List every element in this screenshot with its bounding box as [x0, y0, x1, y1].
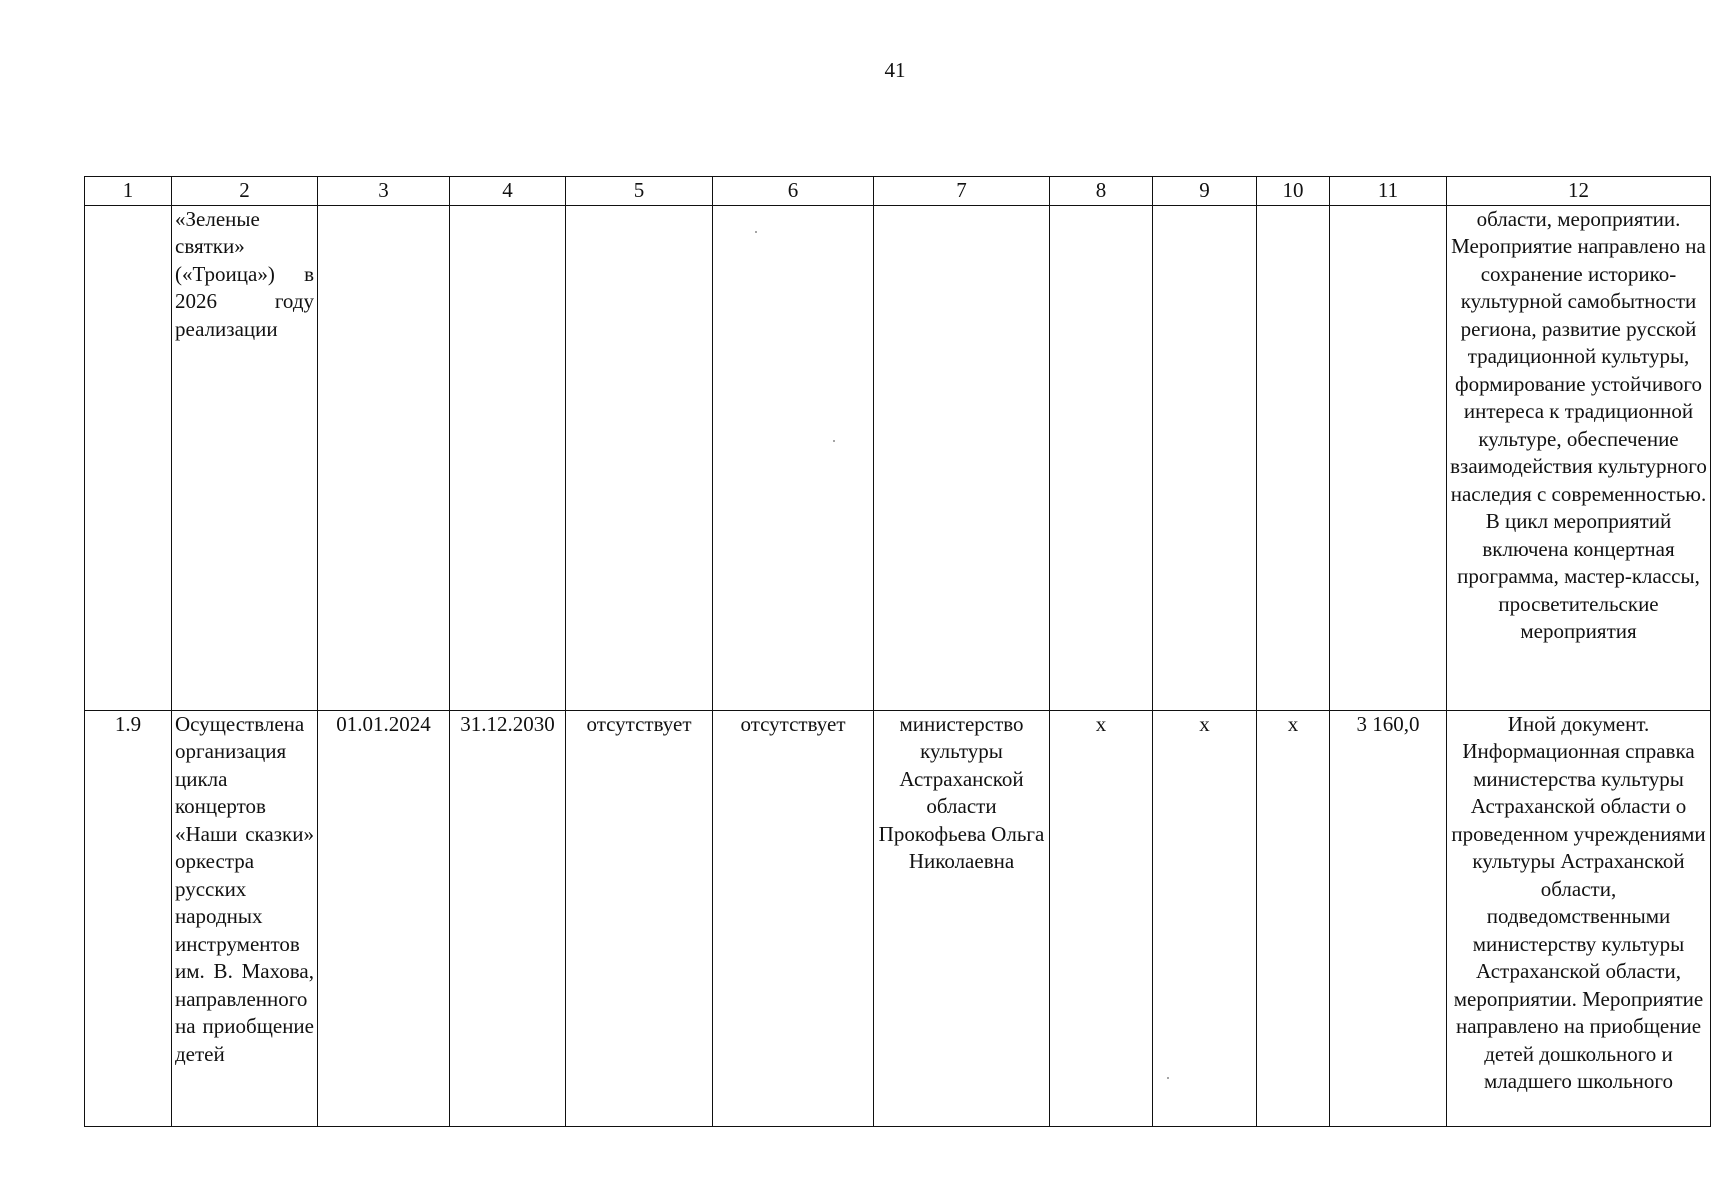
column-number-row	[85, 177, 1711, 206]
column-header-4: 4	[450, 177, 566, 206]
column-header-8: 8	[1050, 177, 1153, 206]
event-name-cell: «Зеленые святки» («Троица») в 2026 году реализации	[172, 205, 318, 710]
table-row	[85, 205, 1711, 710]
amount-cell: 3 160,0	[1330, 710, 1447, 1126]
cell-col-8: x	[1050, 710, 1153, 1126]
cell-col-5	[566, 205, 713, 710]
responsible-cell	[874, 205, 1050, 710]
cell-col-8	[1050, 205, 1153, 710]
column-header-3: 3	[318, 177, 450, 206]
scan-speck	[833, 440, 835, 442]
description-cell: области, мероприятии. Мероприятие направлено на сохранение историко-культурной самобытности региона, развитие русской традиционной культуры, формирование устойчивого интереса к традиционной культуре, обеспечение взаимодействия культурного наследия с современностью. В цикл мероприятий включена концертная программа, мастер-классы, просветительские мероприятия	[1447, 205, 1711, 710]
responsible-cell: министерство культуры Астраханской области Прокофьева Ольга Николаевна	[874, 710, 1050, 1126]
end-date-cell: 31.12.2030	[450, 710, 566, 1126]
cell-col-5: отсутствует	[566, 710, 713, 1126]
cell-col-10: x	[1257, 710, 1330, 1126]
column-header-6: 6	[713, 177, 874, 206]
page-number: 41	[884, 58, 906, 82]
column-header-7: 7	[874, 177, 1050, 206]
column-header-11: 11	[1330, 177, 1447, 206]
table-row	[85, 710, 1711, 1126]
cell-col-9: x	[1153, 710, 1257, 1126]
column-header-9: 9	[1153, 177, 1257, 206]
cell-col-10	[1257, 205, 1330, 710]
column-header-1: 1	[85, 177, 172, 206]
row-number-cell	[85, 205, 172, 710]
scan-speck	[1167, 1077, 1169, 1079]
document-table	[84, 176, 1711, 1127]
start-date-cell: 01.01.2024	[318, 710, 450, 1126]
event-name-cell: Осуществлена организация цикла концертов «Наши сказки» оркестра русских народных инструментов им. В. Махова, направленного на приобщение детей	[172, 710, 318, 1126]
amount-cell	[1330, 205, 1447, 710]
column-header-12: 12	[1447, 177, 1711, 206]
cell-col-9	[1153, 205, 1257, 710]
row-number-cell: 1.9	[85, 710, 172, 1126]
column-header-5: 5	[566, 177, 713, 206]
column-header-2: 2	[172, 177, 318, 206]
cell-col-6: отсутствует	[713, 710, 874, 1126]
cell-col-6	[713, 205, 874, 710]
column-header-10: 10	[1257, 177, 1330, 206]
description-cell: Иной документ. Информационная справка министерства культуры Астраханской области о проведенном учреждениями культуры Астраханской области, подведомственными министерству культуры Астраханской области, мероприятии. Мероприятие направлено на приобщение детей дошкольного и младшего школьного	[1447, 710, 1711, 1126]
end-date-cell	[450, 205, 566, 710]
start-date-cell	[318, 205, 450, 710]
scan-speck	[755, 231, 757, 233]
